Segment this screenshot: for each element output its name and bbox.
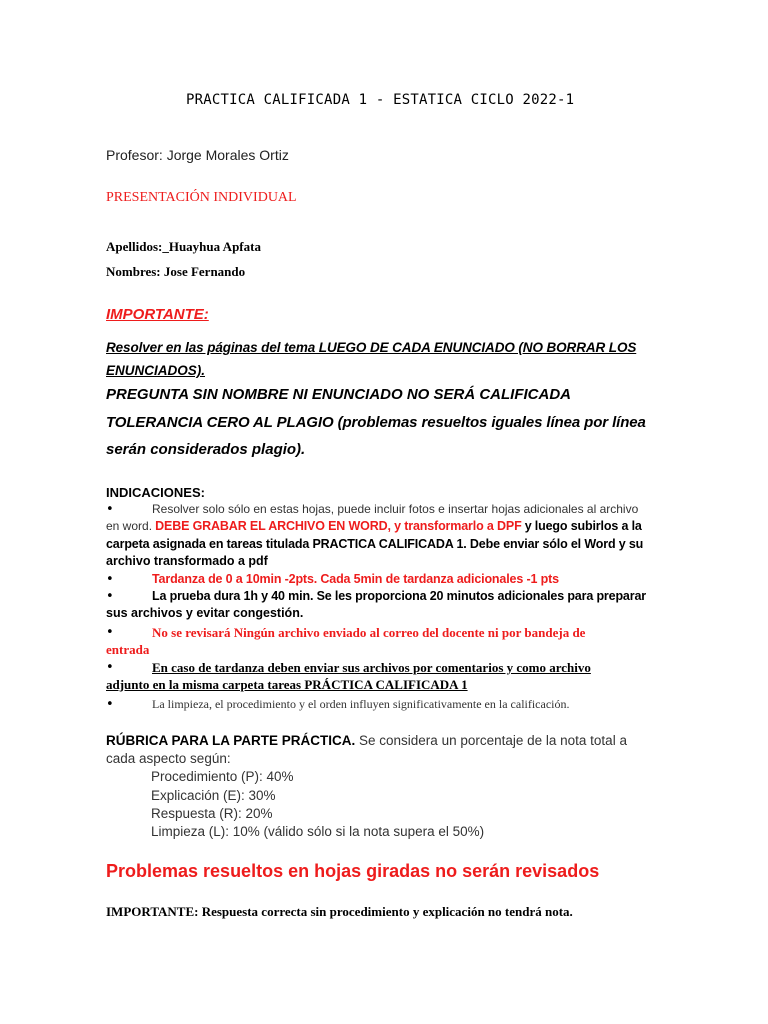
ind6-line: La limpieza, el procedimiento y el orden influyen significativamente en la calificación. <box>152 697 570 711</box>
pregunta-line: PREGUNTA SIN NOMBRE NI ENUNCIADO NO SERÁ CALIFICADA <box>106 386 572 403</box>
ind4-line-1: No se revisará Ningún archivo enviado al correo del docente ni por bandeja de <box>152 625 586 640</box>
bullet-icon: • <box>106 502 114 517</box>
ind2-line: Tardanza de 0 a 10min -2pts. Cada 5min de tardanza adicionales -1 pts <box>152 572 559 586</box>
bullet-icon: • <box>106 625 114 640</box>
final-importante-label: IMPORTANTE: <box>106 904 199 919</box>
tolerancia-line-1: TOLERANCIA CERO AL PLAGIO (problemas resueltos iguales línea por línea <box>106 414 646 431</box>
ind1-line-2-a: en word. <box>106 519 153 533</box>
final-importante-text: Respuesta correcta sin procedimiento y explicación no tendrá nota. <box>201 904 573 919</box>
final-importante-line <box>106 904 573 920</box>
document-title: PRACTICA CALIFICADA 1 - ESTATICA CICLO 2022-1 <box>186 92 575 108</box>
apellidos-line: Apellidos:_Huayhua Apfata <box>106 239 261 254</box>
resolver-line-2: ENUNCIADOS). <box>106 363 206 378</box>
bullet-icon: • <box>106 589 114 604</box>
ind5-line-1: En caso de tardanza deben enviar sus archivos por comentarios y como archivo <box>152 660 591 675</box>
profesor-line: Profesor: Jorge Morales Ortiz <box>106 147 289 163</box>
tolerancia-line-2: serán considerados plagio). <box>106 441 306 458</box>
ind4-line-2: entrada <box>106 642 150 657</box>
rubrica-line-2: cada aspecto según: <box>106 751 231 766</box>
ind5-line-2: adjunto en la misma carpeta tareas PRÁCTICA CALIFICADA 1 <box>106 677 468 692</box>
rubrica-item-limpieza: Limpieza (L): 10% (válido sólo si la nota supera el 50%) <box>151 824 485 839</box>
resolver-line-1: Resolver en las páginas del tema LUEGO DE CADA ENUNCIADO (NO BORRAR LOS <box>106 340 637 355</box>
rubrica-text-1: Se considera un porcentaje de la nota total a <box>359 733 627 748</box>
rubrica-line-1 <box>106 733 627 748</box>
indicaciones-heading: INDICACIONES: <box>106 485 205 500</box>
nombres-line: Nombres: Jose Fernando <box>106 264 246 279</box>
ind3-line-1: La prueba dura 1h y 40 min. Se les proporciona 20 minutos adicionales para preparar <box>152 589 646 603</box>
ind1-line-4: archivo transformado a pdf <box>106 554 268 568</box>
bullet-icon: • <box>106 697 114 712</box>
ind1-line-2-c: y luego subirlos a la <box>524 519 642 533</box>
ind3-line-2: sus archivos y evitar congestión. <box>106 606 304 620</box>
rubrica-item-respuesta: Respuesta (R): 20% <box>151 806 273 821</box>
bullet-icon: • <box>106 660 114 675</box>
ind1-line-2-b: DEBE GRABAR EL ARCHIVO EN WORD, y transformarlo a DPF <box>155 519 522 533</box>
rubrica-item-procedimiento: Procedimiento (P): 40% <box>151 769 294 784</box>
presentacion-individual: PRESENTACIÓN INDIVIDUAL <box>106 190 297 205</box>
problemas-warning: Problemas resueltos en hojas giradas no serán revisados <box>106 861 600 881</box>
ind1-line-2 <box>106 519 642 534</box>
bullet-icon: • <box>106 572 114 587</box>
ind1-line-1: Resolver solo sólo en estas hojas, puede incluir fotos e insertar hojas adicionales al archivo <box>152 502 639 516</box>
importante-heading: IMPORTANTE: <box>106 306 209 323</box>
rubrica-item-explicacion: Explicación (E): 30% <box>151 788 276 803</box>
ind1-line-3: carpeta asignada en tareas titulada PRACTICA CALIFICADA 1. Debe enviar sólo el Word y su <box>106 537 644 551</box>
rubrica-heading: RÚBRICA PARA LA PARTE PRÁCTICA. <box>106 733 356 748</box>
